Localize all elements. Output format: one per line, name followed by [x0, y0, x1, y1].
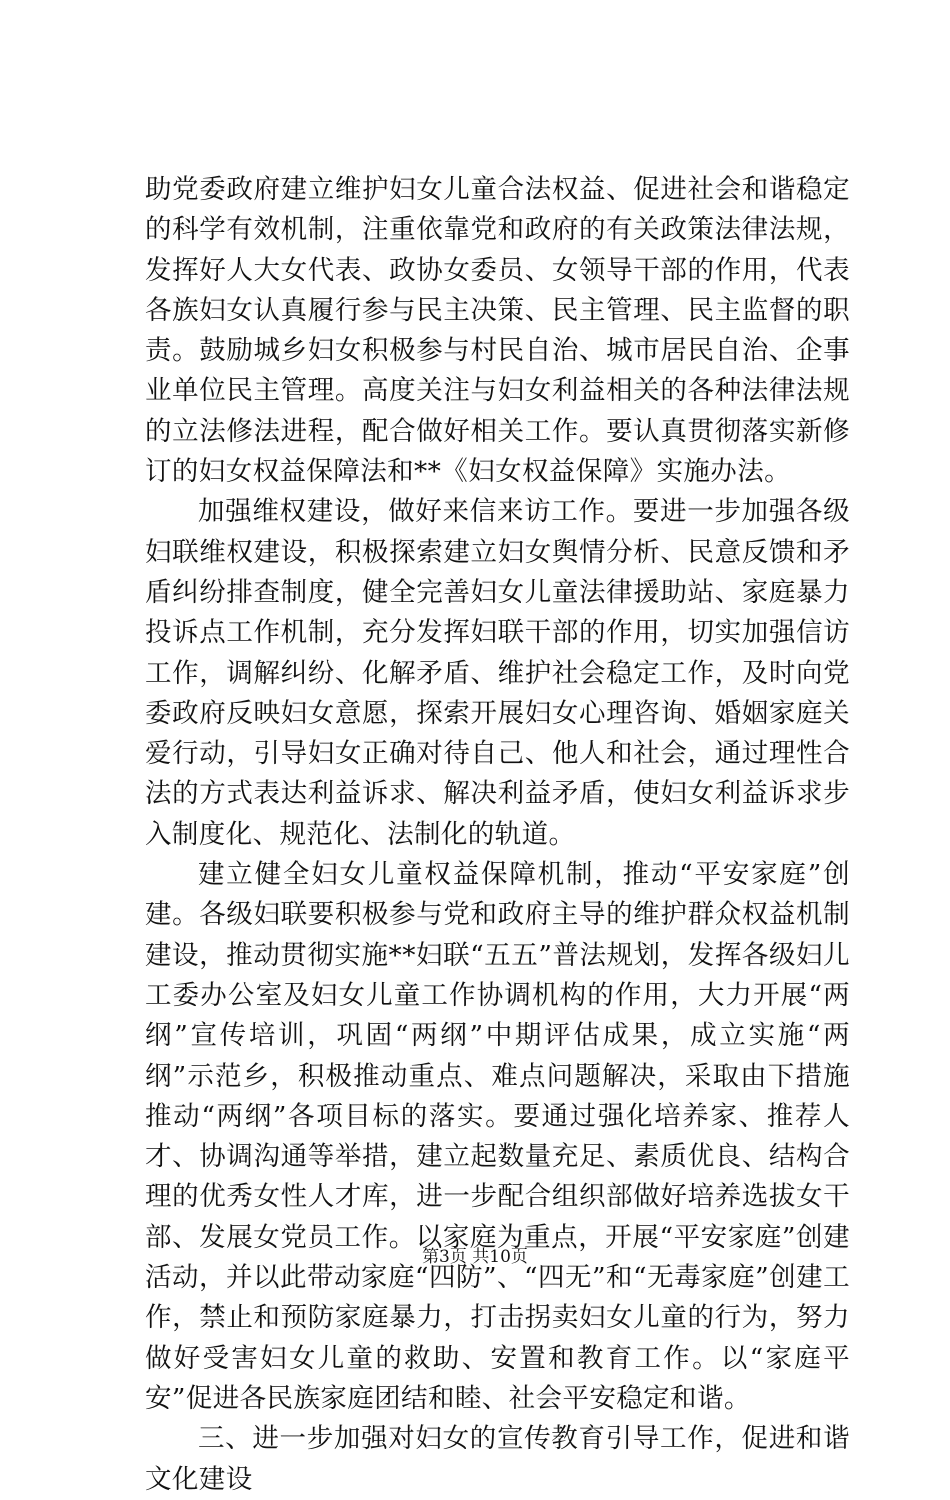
paragraph-safe-family: 建立健全妇女儿童权益保障机制，推动“平安家庭”创建。各级妇联要积极参与党和政府主导的维护群众权益机制建设，推动贯彻实施**妇联“五五”普法规划，发挥各级妇儿工委办公室及妇女儿童工作协调机构的作用，大力开展“两纲”宣传培训，巩固“两纲”中期评估成果，成立实施“两纲”示范乡，积极推动重点、难点问题解决，采取由下措施推动“两纲”各项目标的落实。要通过强化培养家、推荐人才、协调沟通等举措，建立起数量充足、素质优良、结构合理的优秀女性人才库，进一步配合组织部做好培养选拔女干部、发展女党员工作。以家庭为重点，开展“平安家庭”创建活动，并以此带动家庭“四防”、“四无”和“无毒家庭”创建工作，禁止和预防家庭暴力，打击拐卖妇女儿童的行为，努力做好受害妇女儿童的救助、安置和教育工作。以“家庭平安”促进各民族家庭团结和睦、社会平安稳定和谐。 [145, 859, 850, 1414]
document-body [145, 170, 850, 1500]
section-heading-three: 三、进一步加强对妇女的宣传教育引导工作，促进和谐文化建设 [145, 1423, 850, 1495]
paragraph-continued: 助党委政府建立维护妇女儿童合法权益、促进社会和谐稳定的科学有效机制，注重依靠党和政府的有关政策法律法规，发挥好人大女代表、政协女委员、女领导干部的作用，代表各族妇女认真履行参与民主决策、民主管理、民主监督的职责。鼓励城乡妇女积极参与村民自治、城市居民自治、企事业单位民主管理。高度关注与妇女利益相关的各种法律法规的立法修法进程，配合做好相关工作。要认真贯彻落实新修订的妇女权益保障法和**《妇女权益保障》实施办法。 [145, 174, 850, 488]
paragraph-rights-protection: 加强维权建设，做好来信来访工作。要进一步加强各级妇联维权建设，积极探索建立妇女舆情分析、民意反馈和矛盾纠纷排查制度，健全完善妇女儿童法律援助站、家庭暴力投诉点工作机制，充分发挥妇联干部的作用，切实加强信访工作，调解纠纷、化解矛盾、维护社会稳定工作，及时向党委政府反映妇女意愿，探索开展妇女心理咨询、婚姻家庭关爱行动，引导妇女正确对待自己、他人和社会，通过理性合法的方式表达利益诉求、解决利益矛盾，使妇女利益诉求步入制度化、规范化、法制化的轨道。 [145, 496, 850, 850]
page-number-footer: 第3页 共10页 [422, 1247, 528, 1267]
